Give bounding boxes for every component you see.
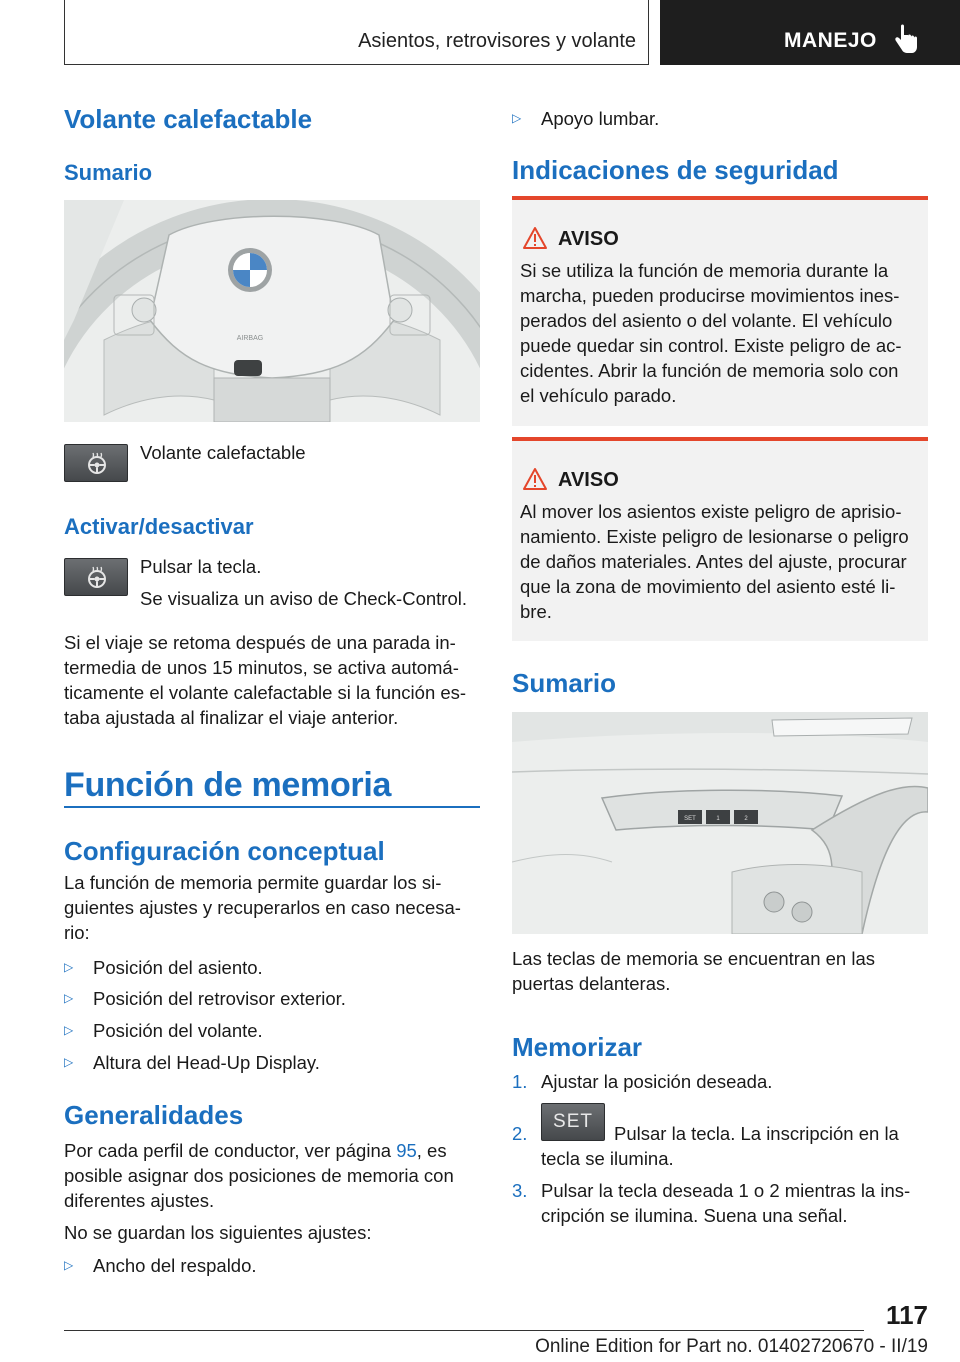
activate-step: Pulsar la tecla.	[140, 556, 262, 577]
step-item: 2.	[512, 1123, 528, 1144]
heated-wheel-key	[64, 558, 128, 596]
heading-summary: Sumario	[64, 160, 153, 185]
bullet-triangle-icon: ▷	[64, 1023, 74, 1037]
text-line: termedia de unos 15 minutos, se activa automá-	[64, 657, 459, 678]
text-line: rio:	[64, 922, 90, 943]
text-line: Al mover los asientos existe peligro de aprisio-	[520, 501, 902, 522]
list-item: ▷ Ancho del respaldo.	[64, 1255, 257, 1276]
list-item: ▷ Posición del asiento.	[64, 957, 263, 978]
door-caption	[512, 946, 875, 996]
resume-paragraph	[64, 630, 466, 730]
door-key-set-label: SET	[684, 816, 696, 822]
door-key-2-label: 2	[744, 816, 748, 822]
door-key-1-label: 1	[716, 816, 720, 822]
bullet-triangle-icon: ▷	[64, 960, 74, 974]
activate-result: Se visualiza un aviso de Check-Control.	[140, 588, 467, 609]
section-title: Asientos, retrovisores y volante	[358, 30, 636, 52]
heading-activate: Activar/desactivar	[64, 514, 254, 539]
chapter-tab	[660, 0, 960, 65]
edition-note: Online Edition for Part no. 01402720670 - II/19	[535, 1336, 928, 1357]
list-item: ▷ Posición del retrovisor exterior.	[64, 988, 346, 1009]
heading-general: Generalidades	[64, 1100, 244, 1130]
text-line: perados del asiento o del volante. El vehículo	[520, 310, 893, 331]
text-line: ticamente el volante calefactable si la función es-	[64, 682, 467, 703]
step-item: 1. Ajustar la posición deseada.	[512, 1071, 773, 1092]
heated-steering-wheel-icon	[85, 566, 109, 590]
list-item: ▷ Altura del Head-Up Display.	[64, 1052, 320, 1073]
heading-concept: Configuración conceptual	[64, 836, 385, 866]
heading-safety: Indicaciones de seguridad	[512, 155, 839, 185]
warning-box	[512, 437, 928, 641]
bullet-triangle-icon: ▷	[64, 1258, 74, 1272]
text-line: taba ajustada al finalizar el viaje anterior.	[64, 707, 399, 728]
step-item: 3. Pulsar la tecla deseada 1 o 2 mientras la ins- cripción se ilumina. Suena una señal.	[512, 1180, 911, 1226]
door-memory-buttons-image	[512, 712, 928, 934]
heading-heated-wheel: Volante calefactable	[64, 104, 313, 134]
text-line: guientes ajustes y recuperarlos en caso necesa-	[64, 897, 461, 918]
set-button-icon: SET	[541, 1103, 605, 1141]
list-item: ▷ Apoyo lumbar.	[512, 108, 660, 129]
bullet-triangle-icon: ▷	[64, 991, 74, 1005]
text-line: cidentes. Abrir la función de memoria solo con	[520, 360, 899, 381]
bullet-triangle-icon: ▷	[512, 111, 522, 125]
text-line: puertas delanteras.	[512, 973, 671, 994]
text-line: de daños materiales. Antes del ajuste, procurar	[520, 551, 907, 572]
text-line: marcha, pueden producirse movimientos ines-	[520, 285, 900, 306]
chapter-title: MANEJO	[784, 29, 877, 52]
step-text: tecla se ilumina.	[541, 1148, 674, 1169]
section-tab	[64, 0, 649, 65]
warning-triangle-icon	[522, 226, 548, 250]
warning-triangle-icon	[522, 467, 548, 491]
page-number: 117	[886, 1300, 928, 1330]
heading-summary-right: Sumario	[512, 668, 617, 698]
bullet-triangle-icon: ▷	[64, 1055, 74, 1069]
warning-title: AVISO	[558, 228, 619, 250]
text-line: que la zona de movimiento del asiento esté li-	[520, 576, 896, 597]
warning-title: AVISO	[558, 469, 619, 491]
pointing-hand-icon	[893, 24, 919, 54]
page-header	[64, 0, 960, 65]
text-line: La función de memoria permite guardar los si-	[64, 872, 442, 893]
text-line: Las teclas de memoria se encuentran en las	[512, 948, 876, 969]
text-line: posible asignar dos posiciones de memoria con	[64, 1165, 454, 1186]
warning-text	[520, 258, 902, 408]
heated-wheel-key	[64, 444, 128, 482]
text-line: diferentes ajustes.	[64, 1190, 215, 1211]
warning-box	[512, 196, 928, 426]
list-item: ▷ Posición del volante.	[64, 1020, 263, 1041]
text-line: namiento. Existe peligro de lesionarse o peligro	[520, 526, 909, 547]
heated-steering-wheel-icon	[85, 452, 109, 476]
text-line: puede quedar sin control. Existe peligro de ac-	[520, 335, 902, 356]
concept-paragraph	[64, 870, 461, 945]
warning-text	[520, 499, 909, 624]
general-paragraph: Por cada perfil de conductor, ver página 95, es posible asignar dos posiciones de memoria con diferentes ajustes.	[64, 1140, 454, 1211]
text-line: Si se utiliza la función de memoria durante la	[520, 260, 889, 281]
key-caption: Volante calefactable	[140, 442, 306, 463]
not-saved-intro: No se guardan los siguientes ajustes:	[64, 1222, 372, 1243]
text-line: bre.	[520, 601, 552, 622]
text-line: Si el viaje se retoma después de una parada in-	[64, 632, 456, 653]
steering-wheel-image	[64, 200, 480, 422]
step-text: Pulsar la tecla. La inscripción en la	[614, 1123, 899, 1144]
footer-rule	[64, 1330, 864, 1331]
heading-memory-function: Función de memoria	[64, 766, 392, 804]
text-line: el vehículo parado.	[520, 385, 677, 406]
page-link[interactable]: 95	[396, 1140, 417, 1161]
heading-rule	[64, 806, 480, 808]
airbag-label: AIRBAG	[236, 335, 264, 342]
heading-store: Memorizar	[512, 1032, 643, 1062]
